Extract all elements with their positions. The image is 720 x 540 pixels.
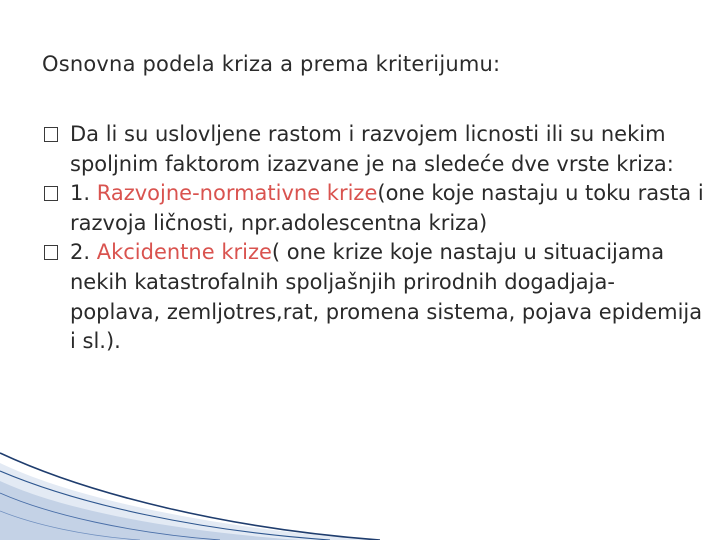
bullet-text: ( one krize koje nastaju u situacijama nekih katastrofalnih spoljašnjih prirodnih dogadjaja-poplava, zemljotres,rat, promena sistema, pojava epidemija i sl.). xyxy=(70,240,703,354)
bullet-text: (one koje nastaju u toku rasta i razvoja ličnosti, npr.adolescentna kriza) xyxy=(70,181,704,235)
bullet-item-intro xyxy=(44,120,704,179)
checkbox-bullet-icon xyxy=(44,245,58,260)
checkbox-bullet-icon xyxy=(44,186,58,201)
corner-wave-decoration xyxy=(0,445,380,540)
bullet-item-akcidentne xyxy=(44,238,704,356)
bullet-number: 2. xyxy=(70,240,97,265)
slide-title: Osnovna podela kriza a prema kriterijumu: xyxy=(42,52,501,76)
bullet-term: Akcidentne krize xyxy=(96,240,272,265)
slide-content xyxy=(44,120,704,357)
bullet-term: Razvojne-normativne krize xyxy=(96,181,378,206)
bullet-number: 1. xyxy=(70,181,97,206)
checkbox-bullet-icon xyxy=(44,127,58,142)
bullet-item-razvojne xyxy=(44,179,704,238)
bullet-text: Da li su uslovljene rastom i razvojem licnosti ili su nekim spoljnim faktorom izazvane je na sledeće dve vrste kriza: xyxy=(70,122,674,176)
